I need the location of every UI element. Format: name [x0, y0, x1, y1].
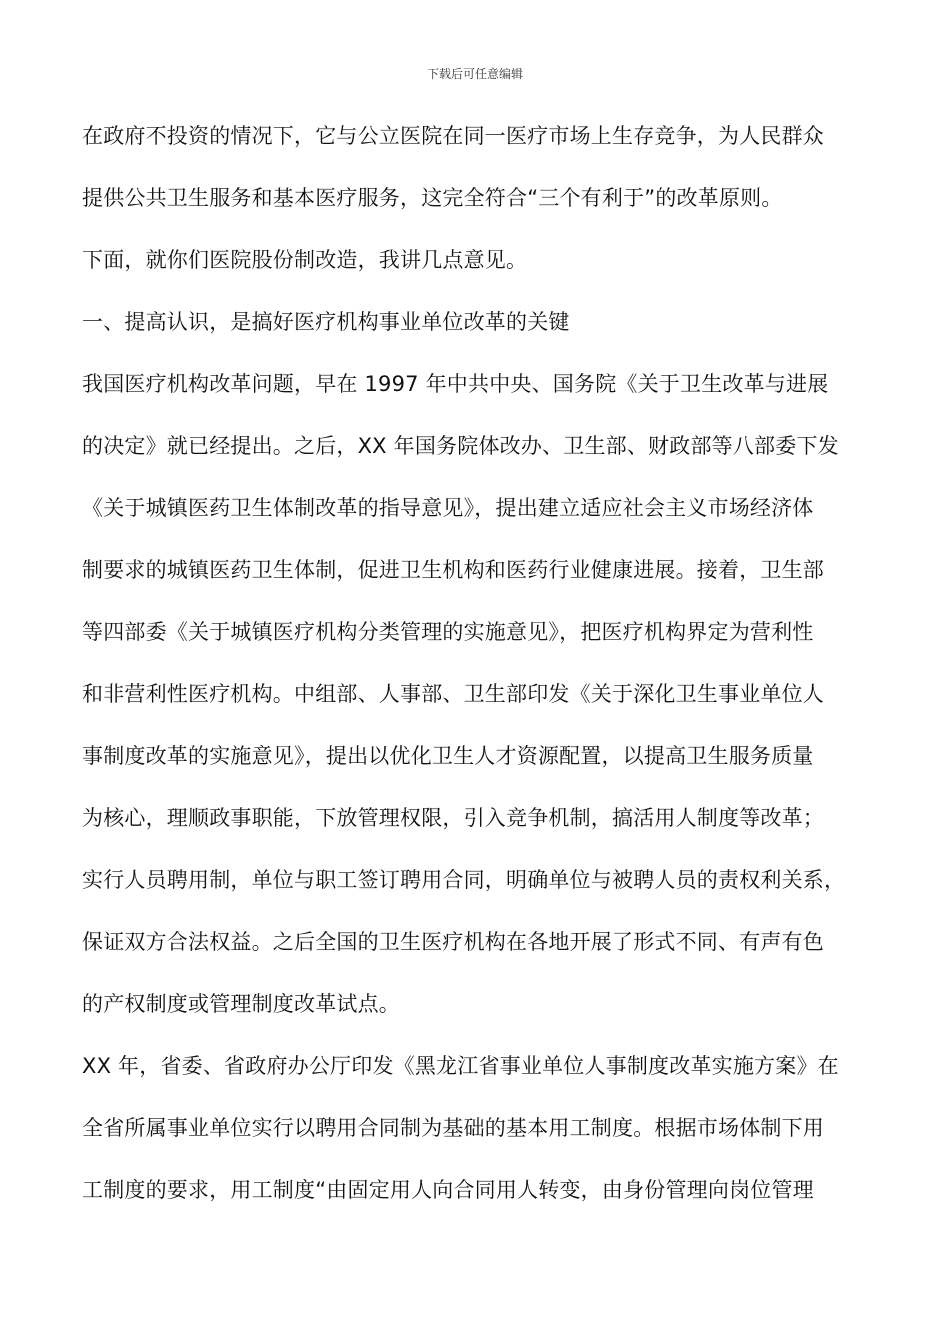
text-line: 为核心，理顺政事职能，下放管理权限，引入竞争机制，搞活用人制度等改革；: [82, 806, 824, 830]
text-line: 在政府不投资的情况下，它与公立医院在同一医疗市场上生存竞争，为人民群众: [82, 124, 824, 148]
text-line: 和非营利性医疗机构。中组部、人事部、卫生部印发《关于深化卫生事业单位人: [82, 682, 824, 706]
document-body: [82, 112, 882, 1228]
text-line: XX 年，省委、省政府办公厅印发《黑龙江省事业单位人事制度改革实施方案》在: [82, 1054, 839, 1078]
text-line: 制要求的城镇医药卫生体制，促进卫生机构和医药行业健康进展。接着，卫生部: [82, 558, 824, 582]
text-line: 我国医疗机构改革问题，早在 1997 年中共中央、国务院《关于卫生改革与进展: [82, 372, 829, 396]
text-line: 全省所属事业单位实行以聘用合同制为基础的基本用工制度。根据市场体制下用: [82, 1116, 824, 1140]
text-line: 工制度的要求，用工制度“由固定用人向合同用人转变，由身份管理向岗位管理: [82, 1178, 814, 1202]
text-line: 的决定》就已经提出。之后，XX 年国务院体改办、卫生部、财政部等八部委下发: [82, 434, 839, 458]
page-header: 下载后可任意编辑: [426, 67, 523, 81]
text-line: 提供公共卫生服务和基本医疗服务，这完全符合“三个有利于”的改革原则。: [82, 186, 783, 210]
text-line: 等四部委《关于城镇医疗机构分类管理的实施意见》，把医疗机构界定为营利性: [82, 620, 814, 644]
text-line: 下面，就你们医院股份制改造，我讲几点意见。: [82, 248, 528, 272]
text-line: 实行人员聘用制，单位与职工签订聘用合同，明确单位与被聘人员的责权利关系，: [82, 868, 846, 892]
text-line: 的产权制度或管理制度改革试点。: [82, 992, 400, 1016]
text-line: 《关于城镇医药卫生体制改革的指导意见》，提出建立适应社会主义市场经济体: [82, 496, 814, 520]
text-line: 事制度改革的实施意见》，提出以优化卫生人才资源配置，以提高卫生服务质量: [82, 744, 814, 768]
section-heading: 一、提高认识，是搞好医疗机构事业单位改革的关键: [82, 310, 570, 334]
text-line: 保证双方合法权益。之后全国的卫生医疗机构在各地开展了形式不同、有声有色: [82, 930, 824, 954]
